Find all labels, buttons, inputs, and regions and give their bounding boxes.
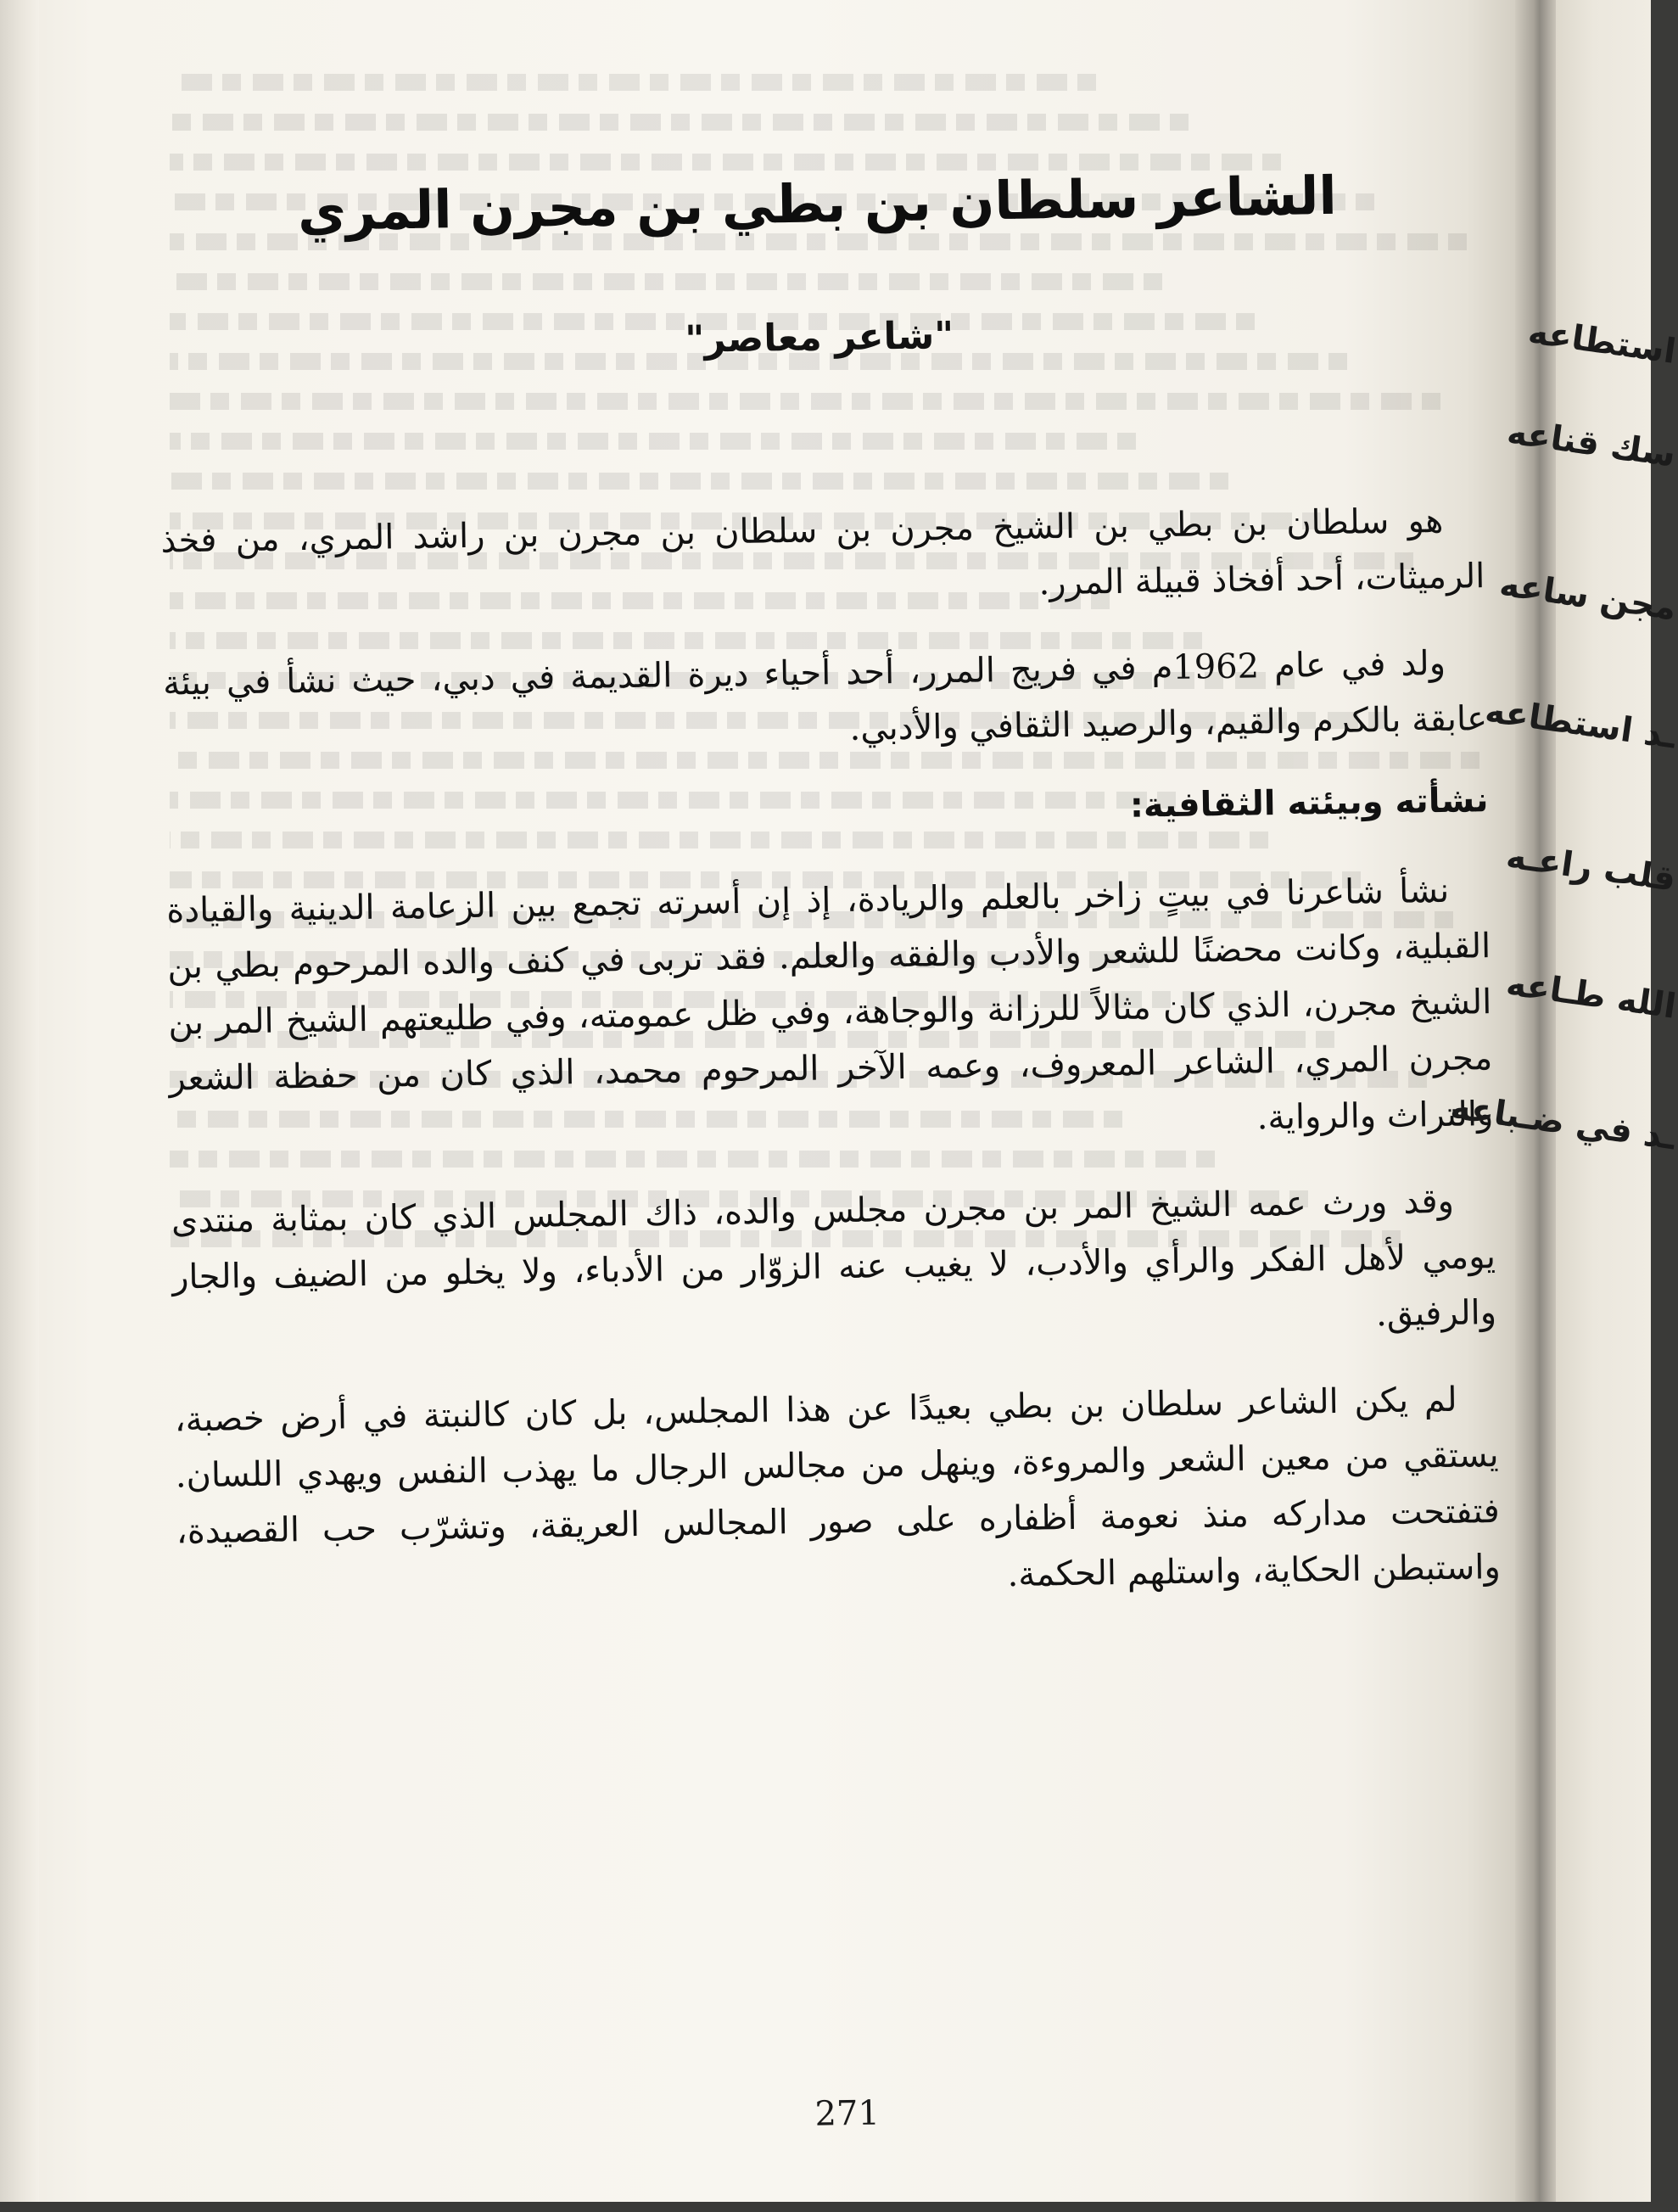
page-number: 271 bbox=[814, 2093, 881, 2134]
facing-page-fragment: الله طـاعه bbox=[1503, 964, 1678, 1027]
section-paragraph-3: لم يكن الشاعر سلطان بن بطي بعيدًا عن هذا المجلس، بل كان كالنبتة في أرض خصبة، يستقي من معين الشعر والمروءة، وينهل من مجالس الرجال ما يهذب النفس ويهدي اللسان. فتفتحت مداركه منذ نعومة أظفاره على صور المجالس العريقة، وتشرّب حب القصيدة، واستبطن الحكاية، واستلهم الحكمة. bbox=[174, 1380, 1502, 1595]
page-content bbox=[153, 0, 1511, 2212]
facing-page-fragment: سك قناعه bbox=[1505, 412, 1678, 475]
page-title: الشاعر سلطان بن بطي بن مجرن المري bbox=[297, 164, 1338, 244]
facing-page bbox=[1448, 0, 1678, 2202]
intro-paragraph-1: هو سلطان بن بطي بن الشيخ مجرن بن سلطان بن مجرن بن راشد المري، من فخذ الرميثات، أحد أفخاذ قبيلة المرر. bbox=[160, 501, 1485, 603]
facing-page-fragment: ـد في ضـباعه bbox=[1448, 1087, 1678, 1158]
section-paragraph-1: نشأ شاعرنا في بيتٍ زاخر بالعلم والريادة، إذ إن أسرته تجمع بين الزعامة الدينية والقيادة القبلية، وكانت محضنًا للشعر والأدب والفقه والعلم. فقد تربى في كنف والده المرحوم بطي بن الشيخ مجرن، الذي كان مثالاً للرزانة والوجاهة، وفي ظل عمومته، وفي طليعتهم الشيخ المر بن مجرن المري، الشاعر المعروف، وعمه الآخر المرحوم محمد، الذي كان من حفظة الشعر والتراث والرواية. bbox=[165, 871, 1494, 1138]
body-text bbox=[160, 492, 1502, 1646]
facing-page-fragment: استطاعه bbox=[1525, 312, 1678, 372]
page-subtitle: "شاعر معاصر" bbox=[685, 313, 954, 361]
section-paragraph-2: وقد ورث عمه الشيخ المر بن مجرن مجلس والده، ذاك المجلس الذي كان بمثابة منتدى يومي لأهل الفكر والرأي والأدب، لا يغيب عنه الزوّار من الأدباء، ولا يخلو من الضيف والجار والرفيق. bbox=[171, 1181, 1497, 1335]
facing-page-fragment: قلب راعـه bbox=[1503, 837, 1678, 899]
section-heading: نشأته وبيئته الثقافية: bbox=[1129, 781, 1489, 826]
page-edge bbox=[0, 0, 39, 2202]
intro-paragraph-2: ولد في عام 1962م في فريج المرر، أحد أحياء ديرة القديمة في دبي، حيث نشأ في بيئة عابقة بالكرم والقيم، والرصيد الثقافي والأدبي. bbox=[162, 643, 1488, 748]
facing-page-fragment: مجن ساعه bbox=[1496, 564, 1678, 629]
facing-page-fragment: ـد استطاعه bbox=[1483, 691, 1678, 757]
